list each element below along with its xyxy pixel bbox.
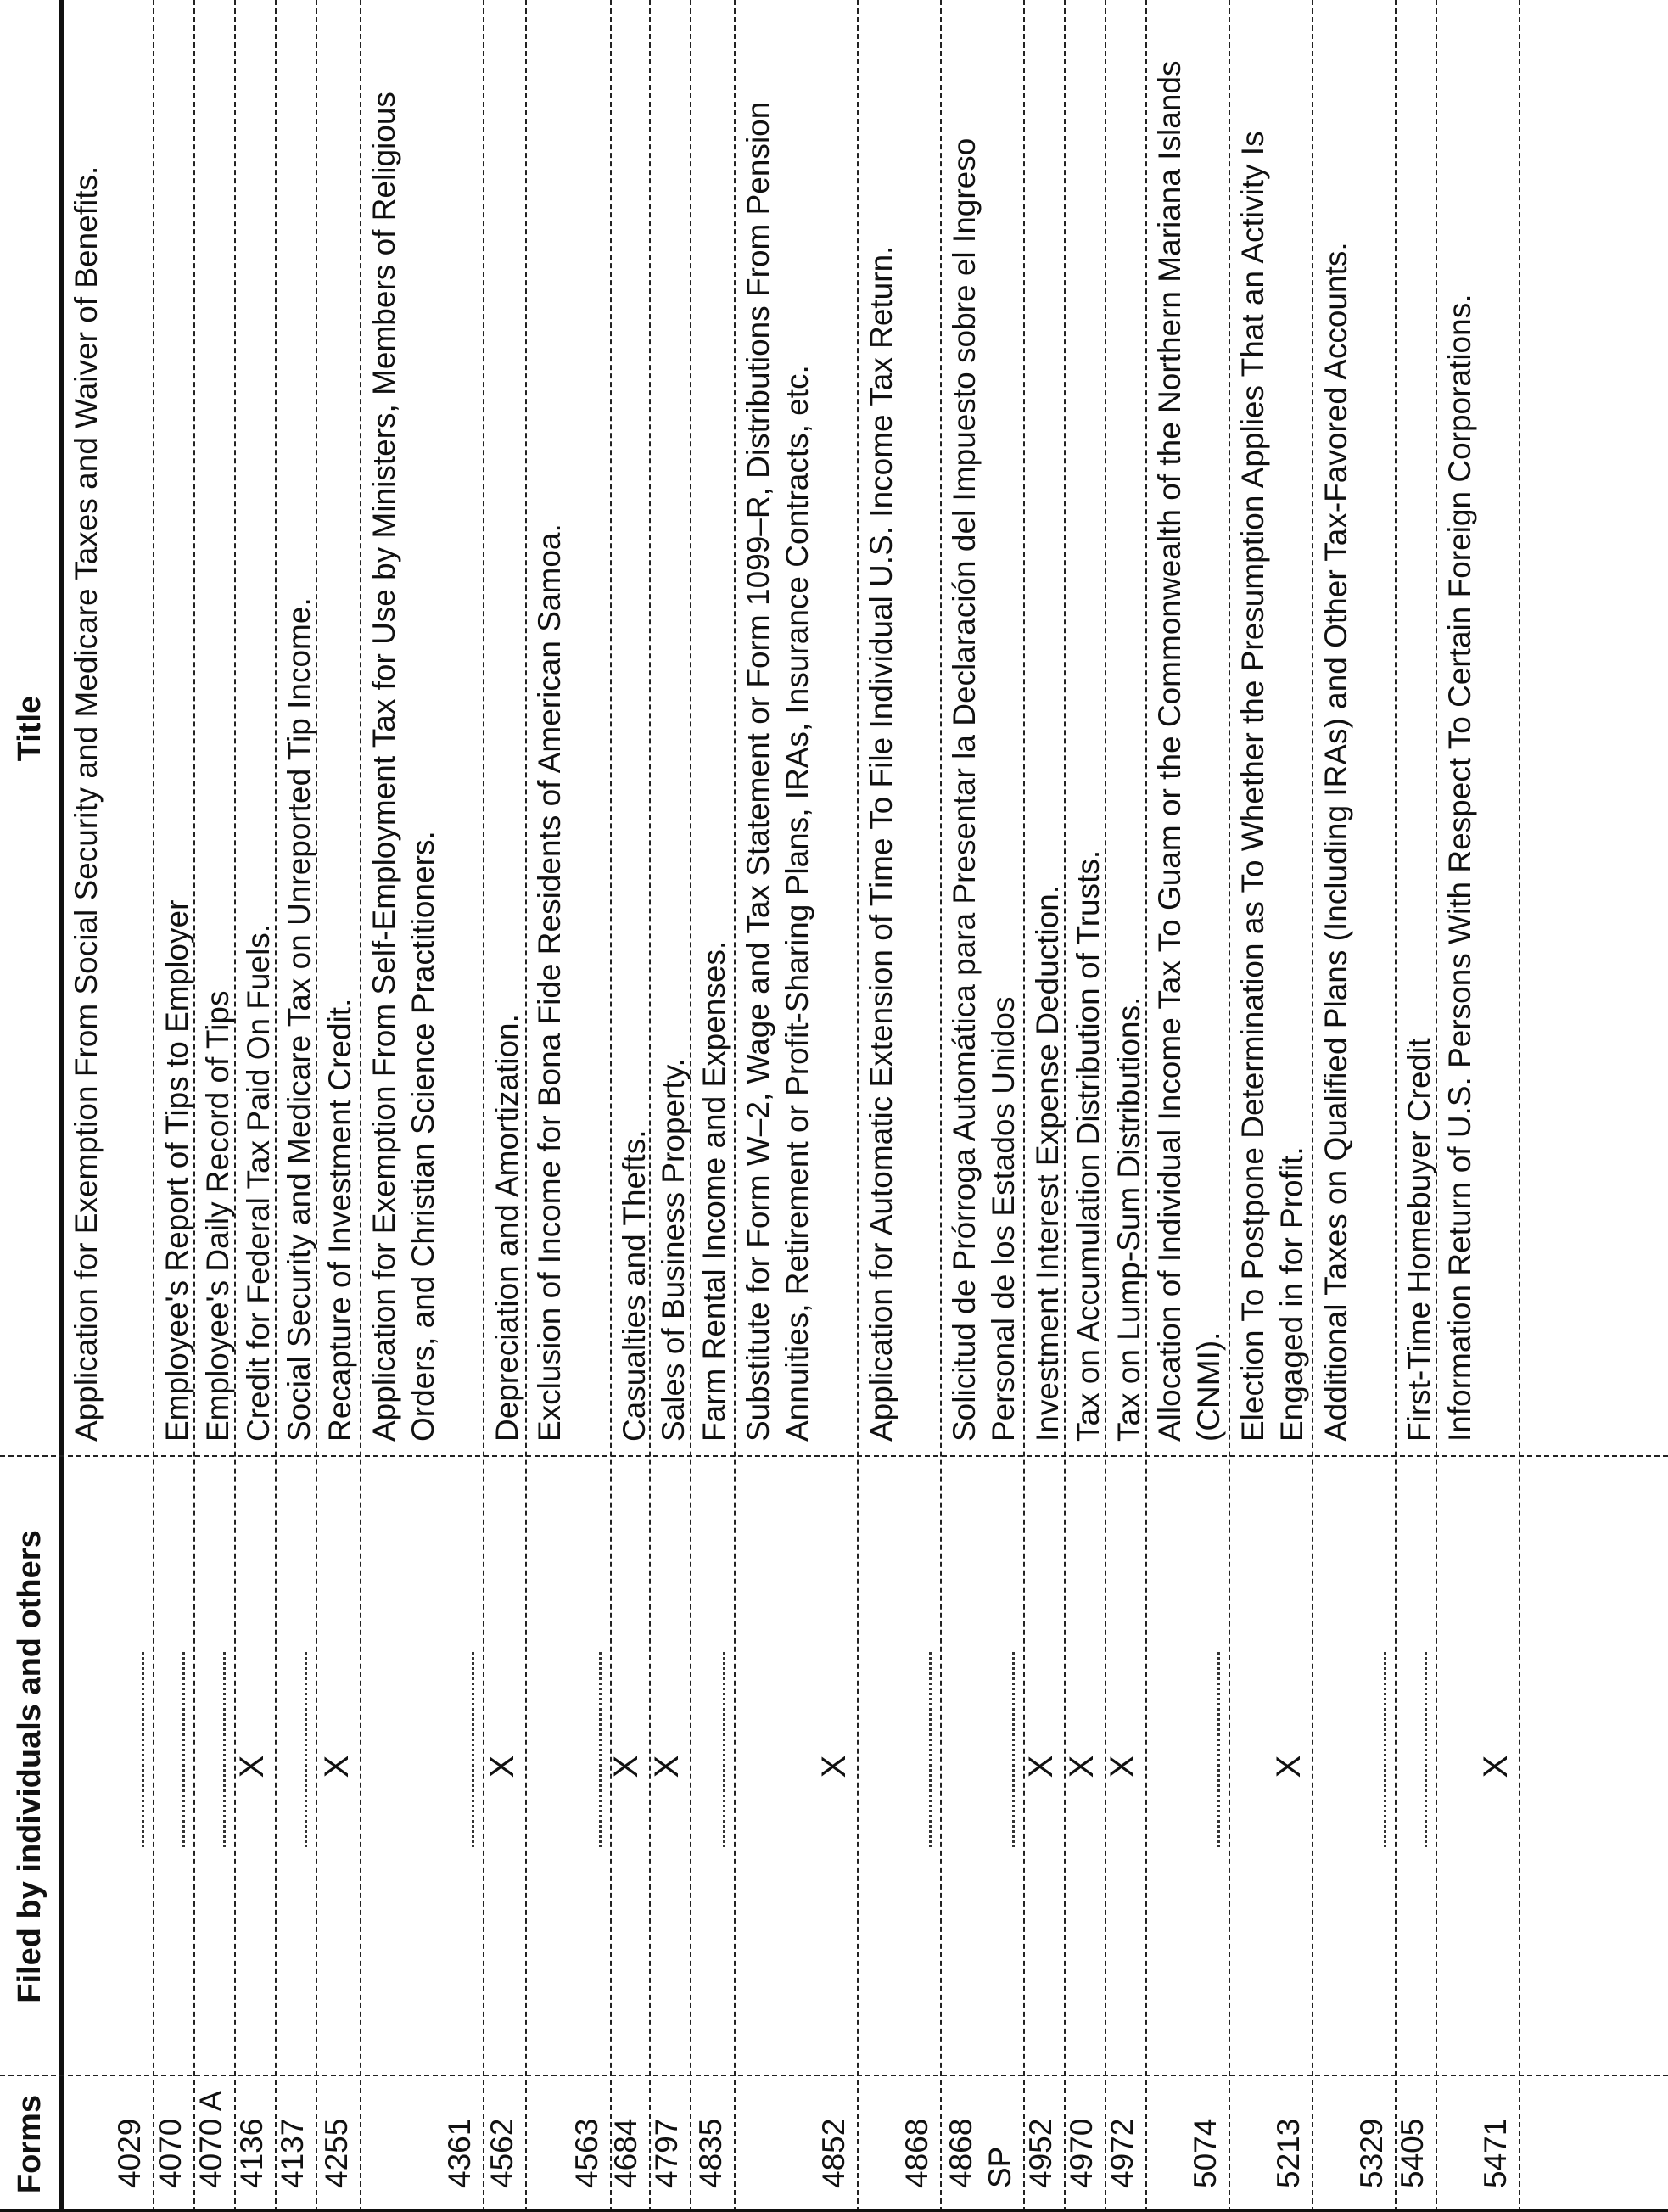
form-number: 4070 — [153, 2118, 188, 2188]
form-title: Allocation of Individual Income Tax To Guam or the Commonwealth of the Northern Mariana Islands (CNMI). — [1152, 60, 1226, 1442]
form-number-cell — [154, 2076, 193, 2212]
form-number-cell — [1397, 2076, 1436, 2212]
header-filed-by: Filed by individuals and others — [12, 1530, 48, 2003]
form-title: Credit for Federal Tax Paid On Fuels. — [241, 923, 276, 1442]
form-title: Investment Interest Expense Deduction. — [1030, 884, 1065, 1442]
form-title: Employee's Daily Record of Tips — [200, 990, 235, 1442]
table-body — [64, 0, 1520, 2212]
title-cell — [317, 0, 360, 1457]
form-number-cell — [1230, 2076, 1312, 2212]
title-cell — [1147, 0, 1229, 1457]
form-number-cell — [1066, 2076, 1105, 2212]
dot-leader — [142, 1652, 144, 1847]
table-row — [317, 0, 361, 2212]
form-number: 4361 — [442, 2118, 477, 2188]
filed-by-cell — [154, 1457, 193, 2076]
dot-leader — [1425, 1652, 1427, 1847]
dot-leader — [1217, 1652, 1220, 1847]
title-cell — [277, 0, 316, 1457]
filed-by-cell — [1397, 1457, 1436, 2076]
form-title: Tax on Lump-Sum Distributions. — [1111, 996, 1146, 1442]
filed-by-cell — [1147, 1457, 1229, 2076]
form-title: Depreciation and Amortization. — [490, 1014, 524, 1442]
title-cell — [736, 0, 857, 1457]
filed-by-cell — [233, 1457, 275, 2076]
title-cell — [1066, 0, 1105, 1457]
table-row — [195, 0, 236, 2212]
table-row — [859, 0, 942, 2212]
filed-by-cell — [691, 1457, 734, 2076]
title-cell — [1230, 0, 1312, 1457]
form-title: Social Security and Medicare Tax on Unreported Tip Income. — [282, 597, 316, 1442]
table-row — [1230, 0, 1313, 2212]
form-number-cell — [277, 2076, 316, 2212]
form-number: 5329 — [1354, 2118, 1389, 2188]
filed-mark: X — [1477, 1755, 1514, 1778]
dot-leader — [929, 1652, 932, 1847]
filed-by-cell — [361, 1457, 483, 2076]
filed-mark: X — [318, 1755, 355, 1778]
title-cell — [612, 0, 652, 1457]
form-number: 4972 — [1105, 2118, 1139, 2188]
table-row — [1022, 0, 1066, 2212]
form-number-cell — [1313, 2076, 1395, 2212]
filed-mark: X — [484, 1755, 521, 1778]
title-cell — [195, 0, 234, 1457]
form-title: Exclusion of Income for Bona Fide Residents of American Samoa. — [532, 524, 567, 1442]
form-title: Additional Taxes on Qualified Plans (Including IRAs) and Other Tax-Favored Accounts. — [1318, 242, 1353, 1442]
filed-mark: X — [607, 1755, 645, 1778]
form-number-cell — [361, 2076, 483, 2212]
filed-by-cell — [1313, 1457, 1395, 2076]
table-row — [648, 0, 691, 2212]
title-cell — [64, 0, 153, 1457]
title-cell — [942, 0, 1023, 1457]
table-row — [154, 0, 195, 2212]
filed-by-cell — [317, 1457, 360, 2076]
form-number: 4868 SP — [943, 2118, 1017, 2188]
form-title: Substitute for Form W–2, Wage and Tax Statement or Form 1099–R, Distributions From Pension Annuities, Retirement or Profit-Sharing Plans, IRAs, Insurance Contracts, etc. — [741, 101, 814, 1442]
form-number-cell — [527, 2076, 610, 2212]
filed-by-cell — [648, 1457, 690, 2076]
filed-by-cell — [1106, 1457, 1145, 2076]
title-cell — [236, 0, 275, 1457]
filed-by-cell — [64, 1457, 153, 2076]
filed-mark: X — [815, 1755, 853, 1778]
dot-leader — [723, 1652, 725, 1847]
form-number: 5405 — [1395, 2118, 1430, 2188]
form-title: First-Time Homebuyer Credit — [1402, 1038, 1436, 1442]
form-number: 4137 — [275, 2118, 310, 2188]
form-number: 5074 — [1188, 2118, 1223, 2188]
form-number-cell — [736, 2076, 857, 2212]
form-number-cell — [1147, 2076, 1229, 2212]
filed-mark: X — [1270, 1755, 1307, 1778]
filed-by-cell — [736, 1457, 857, 2076]
title-cell — [1025, 0, 1064, 1457]
table-row — [527, 0, 612, 2212]
table-row — [1437, 0, 1520, 2212]
form-title: Election To Postpone Determination as To Whether the Presumption Applies That an Activity Is Engaged in for Profit. — [1235, 131, 1309, 1442]
form-number: 5213 — [1271, 2118, 1306, 2188]
table-row — [736, 0, 859, 2212]
form-number-cell — [1437, 2076, 1519, 2212]
form-title: Application for Automatic Extension of Time To File Individual U.S. Income Tax Return. — [864, 245, 898, 1442]
dot-leader — [182, 1652, 185, 1847]
form-number: 4797 — [649, 2118, 684, 2188]
form-number-cell — [691, 2076, 734, 2212]
filed-by-cell — [1063, 1457, 1105, 2076]
title-cell — [651, 0, 690, 1457]
form-number: 4684 — [608, 2118, 643, 2188]
header-title: Title — [12, 695, 48, 762]
form-title: Tax on Accumulation Distribution of Trusts. — [1071, 849, 1105, 1442]
form-number: 4868 — [899, 2118, 934, 2188]
form-number-cell — [64, 2076, 153, 2212]
form-number: 4563 — [569, 2118, 604, 2188]
dot-leader — [1384, 1652, 1386, 1847]
table-row — [1313, 0, 1397, 2212]
form-number: 4255 — [319, 2118, 354, 2188]
title-cell — [1106, 0, 1145, 1457]
filed-by-cell — [859, 1457, 940, 2076]
title-cell — [1397, 0, 1436, 1457]
form-number-cell — [651, 2076, 690, 2212]
table-row — [1397, 0, 1437, 2212]
column-divider — [0, 2075, 1668, 2076]
filed-by-cell — [607, 1457, 649, 2076]
filed-mark: X — [648, 1755, 686, 1778]
form-number-cell — [859, 2076, 940, 2212]
filed-mark: X — [1104, 1755, 1141, 1778]
table-row — [1106, 0, 1147, 2212]
filed-mark: X — [1022, 1755, 1060, 1778]
form-number-cell — [195, 2076, 234, 2212]
form-number: 4029 — [112, 2118, 147, 2188]
dot-leader — [472, 1652, 474, 1847]
form-title: Farm Rental Income and Expenses. — [697, 940, 731, 1442]
table-row — [1147, 0, 1230, 2212]
table-row — [691, 0, 736, 2212]
form-number-cell — [1025, 2076, 1064, 2212]
form-number: 4070 A — [193, 2090, 228, 2188]
table-row — [64, 0, 154, 2212]
form-number: 4136 — [234, 2118, 269, 2188]
table-header — [0, 0, 64, 2212]
form-number-cell — [942, 2076, 1023, 2212]
title-cell — [1313, 0, 1395, 1457]
header-forms: Forms — [12, 2094, 48, 2194]
form-number-cell — [317, 2076, 360, 2212]
form-number: 5471 — [1478, 2118, 1513, 2188]
form-number: 4970 — [1064, 2118, 1099, 2188]
form-title: Application for Exemption From Social Security and Medicare Taxes and Waiver of Benefits. — [69, 165, 104, 1442]
title-cell — [484, 0, 525, 1457]
filed-mark: X — [233, 1755, 271, 1778]
filed-by-cell — [527, 1457, 610, 2076]
filed-by-cell — [1230, 1457, 1312, 2076]
form-number: 4835 — [693, 2118, 728, 2188]
form-title: Sales of Business Property. — [656, 1058, 691, 1442]
filed-by-cell — [942, 1457, 1023, 2076]
form-number: 4562 — [484, 2118, 519, 2188]
form-title: Employee's Report of Tips to Employer — [160, 899, 194, 1442]
title-cell — [691, 0, 734, 1457]
form-number-cell — [608, 2076, 649, 2212]
table-row — [484, 0, 527, 2212]
filed-by-cell — [484, 1457, 525, 2076]
form-title: Information Return of U.S. Persons With Respect To Certain Foreign Corporations. — [1442, 294, 1477, 1442]
filed-by-cell — [1022, 1457, 1064, 2076]
dot-leader — [305, 1652, 307, 1847]
filed-by-cell — [1437, 1457, 1519, 2076]
form-number: 4852 — [816, 2118, 851, 2188]
form-number: 4952 — [1023, 2118, 1058, 2188]
filed-mark: X — [1063, 1755, 1100, 1778]
form-number-cell — [236, 2076, 275, 2212]
table-row — [942, 0, 1025, 2212]
title-cell — [527, 0, 610, 1457]
form-title: Application for Exemption From Self-Employment Tax for Use by Ministers, Members of Religious Orders, and Christian Science Practitioners. — [367, 92, 440, 1442]
form-number-cell — [1106, 2076, 1145, 2212]
dot-leader — [223, 1652, 226, 1847]
form-number-cell — [484, 2076, 525, 2212]
table-row — [1063, 0, 1106, 2212]
filed-by-cell — [195, 1457, 234, 2076]
form-title: Recapture of Investment Credit. — [322, 998, 357, 1442]
form-title: Casualties and Thefts. — [617, 1129, 652, 1442]
table-row — [277, 0, 317, 2212]
title-cell — [361, 0, 483, 1457]
table-row — [607, 0, 652, 2212]
dot-leader — [599, 1652, 602, 1847]
title-cell — [154, 0, 193, 1457]
filed-by-cell — [277, 1457, 316, 2076]
title-cell — [1437, 0, 1519, 1457]
column-divider — [0, 1455, 1668, 1457]
table-row — [361, 0, 484, 2212]
dot-leader — [1012, 1652, 1015, 1847]
table-row — [233, 0, 277, 2212]
form-title: Solicitud de Prórroga Automática para Presentar la Declaración del Impuesto sobre el Ingreso Personal de los Estados Unidos — [947, 137, 1021, 1442]
title-cell — [859, 0, 940, 1457]
